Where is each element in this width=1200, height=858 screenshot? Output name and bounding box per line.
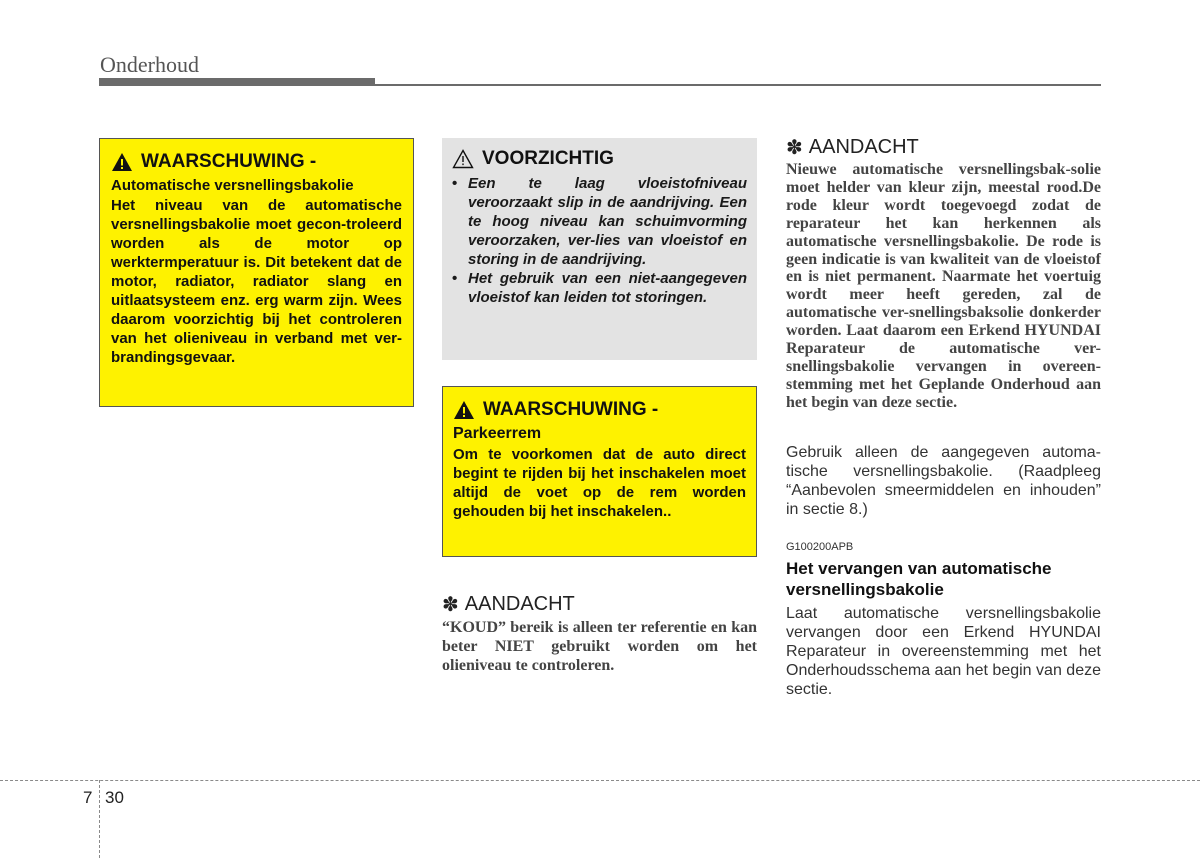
header-rule-thin: [375, 84, 1101, 86]
warning-body: Om te voorkomen dat de auto direct begint te rijden bij het inschakelen moet altijd de voet op de rem worden gehouden bij het inschakelen..: [453, 446, 746, 520]
section-code: G100200APB: [786, 541, 854, 553]
caution-box: [442, 138, 757, 360]
note-title: AANDACHT: [464, 593, 575, 615]
asterisk-star-icon: ✽: [442, 594, 459, 616]
section-heading: Het vervangen van automatische versnellingsbakolie: [786, 559, 1052, 599]
warning-box-title: [111, 151, 402, 173]
warning-triangle-icon: [111, 152, 133, 172]
note-title: AANDACHT: [808, 136, 919, 158]
chapter-number: 7: [83, 788, 93, 807]
warning-subtitle: Automatische versnellingsbakolie: [111, 177, 354, 194]
caution-box-title: [452, 148, 747, 170]
header-rule-thick: [99, 78, 375, 86]
page-header-title: Onderhoud: [100, 52, 199, 77]
warning-box-title: [453, 399, 746, 421]
caution-item: • Een te laag vloeistofniveau veroorzaakt slip in de aandrijving. Een te hoog niveau kan schuimvorming veroorzaken, ver-lies van vloeistof en storing in de aandrijving.: [452, 175, 747, 268]
footer-vertical-rule: [99, 780, 100, 858]
caution-title-text: VOORZICHTIG: [482, 148, 614, 169]
note-heading-cold: [442, 592, 575, 617]
warning-triangle-icon: [453, 400, 475, 420]
note-body-color: Nieuwe automatische versnellingsbak-solie moet helder van kleur zijn, meestal rood.De rode kleur wordt toegevoegd zodat de reparateur het kan herkennen als automatische versnellingsbakolie. De rode is geen indicatie is van kwaliteit van de vloeistof en is niet permanent. Naarmate het voertuig wordt meer heeft gereden, zal de automatische ver-snellingsbaksolie donkerder worden. Laat daarom een Erkend HYUNDAI Reparateur de automatische ver-snellingsbakolie vervangen in overeen-stemming met het Geplande Onderhoud aan het begin van deze sectie.: [786, 161, 1101, 411]
note-body-cold: “KOUD” bereik is alleen ter referentie en kan beter NIET gebruikt worden om het olieniveau te controleren.: [442, 619, 757, 674]
page-number: 30: [105, 788, 124, 807]
section-body: Laat automatische versnellingsbakolie vervangen door een Erkend HYUNDAI Reparateur in overeenstemming met het Onderhoudsschema aan het begin van deze sectie.: [786, 605, 1101, 698]
warning-title-text: WAARSCHUWING -: [141, 151, 317, 172]
caution-list: [452, 174, 747, 307]
oil-type-paragraph: Gebruik alleen de aangegeven automa-tische versnellingsbakolie. (Raadpleeg “Aanbevolen smeermiddelen en inhouden” in sectie 8.): [786, 444, 1101, 518]
caution-item: • Het gebruik van een niet-aangegeven vloeistof kan leiden tot storingen.: [452, 270, 747, 306]
asterisk-star-icon: ✽: [786, 137, 803, 159]
note-heading-color: [786, 135, 919, 160]
warning-subtitle: Parkeerrem: [453, 425, 542, 442]
footer-dashed-rule: [0, 780, 1200, 781]
warning-title-text: WAARSCHUWING -: [483, 399, 659, 420]
warning-box-transmission: [99, 138, 414, 407]
warning-body: Het niveau van de automatische versnellingsbakolie moet gecon-troleerd worden als de motor op werktermperatuur is. Dit betekent dat de motor, radiator, radiator slang en uitlaatsysteem enz. erg warm zijn. Wees daarom voorzichtig bij het controleren van het olieniveau in verband met ver-brandingsgevaar.: [111, 197, 402, 366]
caution-triangle-icon: [452, 149, 474, 169]
warning-box-parking: [442, 386, 757, 557]
